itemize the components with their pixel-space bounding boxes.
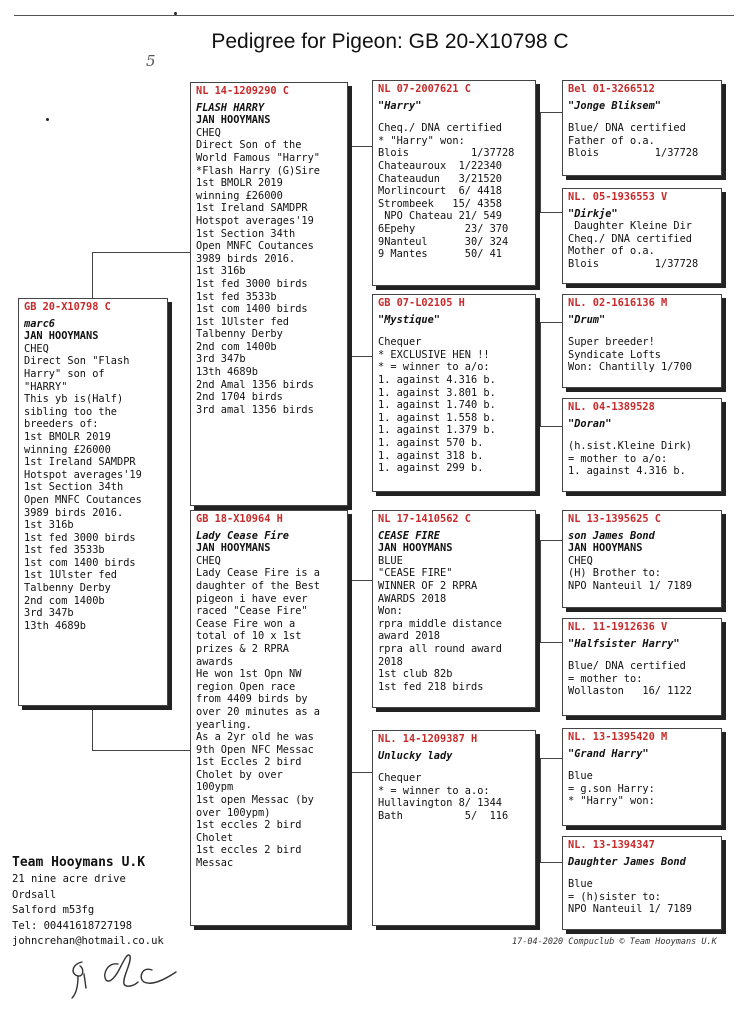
detail-line: 1st Eccles 2 bird (196, 756, 302, 769)
subject-pigeon-card (18, 298, 168, 706)
detail-line: Cheq./ DNA certified (568, 232, 692, 245)
sire-card (190, 82, 348, 506)
detail-line: (H) Brother to: (568, 567, 661, 580)
ring-number: NL. 04-1389528 (568, 401, 655, 413)
detail-line: 1st 1Ulster fed (196, 315, 289, 328)
detail-line: 3rd 347b (24, 607, 74, 620)
detail-line: Chateauroux 1/22340 (378, 159, 502, 172)
ds-dam-card (562, 618, 722, 716)
pigeon-name: CEASE FIRE (378, 529, 440, 542)
ring-number: NL 17-1410562 C (378, 513, 471, 525)
detail-line: Tel: 00441618727198 (12, 919, 133, 932)
detail-line: AWARDS 2018 (378, 592, 447, 605)
detail-line: 3989 birds 2016. (196, 252, 296, 265)
detail-line: NPO Nanteuil 1/ 7189 (568, 903, 692, 916)
detail-line: 1st 316b (24, 519, 74, 532)
footer-credit: 17-04-2020 Compuclub © Team Hooymans U.K (512, 937, 717, 947)
detail-line: 9th Open NFC Messac (196, 743, 314, 756)
ss-dam-card (562, 188, 722, 284)
signature-icon (64, 944, 194, 1004)
detail-line: 1st fed 218 birds (378, 680, 484, 693)
ring-number: NL 07-2007621 C (378, 83, 471, 95)
detail-line: = mother to a/o: (568, 452, 668, 465)
pigeon-name: "Jonge Bliksem" (568, 99, 661, 112)
detail-line: Father of o.a. (568, 134, 655, 147)
pigeon-name: "Halfsister Harry" (568, 637, 680, 650)
detail-line: World Famous "Harry" (196, 151, 320, 164)
detail-line: CHEQ (196, 126, 221, 139)
sd-sire-card (562, 294, 722, 388)
detail-line: 1st BMOLR 2019 (24, 430, 111, 443)
detail-line: * EXCLUSIVE HEN !! (378, 348, 490, 361)
detail-line: Bath 5/ 116 (378, 809, 509, 822)
detail-line: BLUE (378, 554, 403, 567)
detail-line: Cease Fire won a (196, 617, 296, 630)
detail-line: 1. against 570 b. (378, 436, 484, 449)
ring-number: NL. 14-1209387 H (378, 733, 478, 745)
detail-line: (h.sist.Kleine Dirk) (568, 440, 692, 453)
detail-line: 1. against 1.740 b. (378, 399, 496, 412)
detail-line: Won: Chantilly 1/700 (568, 361, 692, 374)
pigeon-name: "Drum" (568, 313, 606, 326)
detail-line: 1st BMOLR 2019 (196, 177, 283, 190)
sire-dam-card (372, 294, 536, 492)
scan-speck (46, 118, 49, 121)
connector-line (540, 540, 562, 541)
detail-line: 13th 4689b (196, 366, 258, 379)
detail-line: "CEASE FIRE" (378, 567, 453, 580)
detail-line: As a 2yr old he was (196, 731, 314, 744)
connector-line (540, 758, 562, 759)
detail-line: award 2018 (378, 630, 440, 643)
detail-line: Blue (568, 878, 593, 891)
detail-line: Direct Son "Flash (24, 355, 130, 368)
detail-line: = (h)sister to: (568, 890, 661, 903)
ring-number: NL. 11-1912636 V (568, 621, 668, 633)
ring-number: GB 20-X10798 C (24, 301, 111, 313)
detail-line: * "Harry" won: (568, 795, 655, 808)
connector-line (348, 772, 372, 773)
detail-line: Talbenny Derby (196, 328, 283, 341)
pigeon-name: Daughter James Bond (568, 855, 686, 868)
detail-line: 1. against 1.558 b. (378, 411, 496, 424)
dd-dam-card (562, 836, 722, 930)
pigeon-name: Lady Cease Fire (196, 529, 289, 542)
detail-line: total of 10 x 1st (196, 630, 302, 643)
detail-line: rpra middle distance (378, 617, 502, 630)
detail-line: 3989 birds 2016. (24, 506, 124, 519)
detail-line: region Open race (196, 680, 296, 693)
connector-line (348, 356, 372, 357)
pigeon-name: "Dirkje" (568, 207, 618, 220)
ds-sire-card (562, 510, 722, 608)
ring-number: NL 13-1395625 C (568, 513, 661, 525)
detail-line: Strombeek 15/ 4358 (378, 197, 502, 210)
pigeon-name: marc6 (24, 317, 55, 330)
detail-line: 1st Ireland SAMDPR (196, 202, 308, 215)
connector-line (540, 758, 541, 862)
ring-number: NL. 05-1936553 V (568, 191, 668, 203)
detail-line: over 20 minutes as a (196, 705, 320, 718)
ss-sire-card (562, 80, 722, 176)
connector-line (540, 540, 541, 642)
dd-sire-card (562, 728, 722, 826)
detail-line: Hotspot averages'19 (196, 214, 314, 227)
ring-number: NL. 13-1395420 M (568, 731, 668, 743)
detail-line: Won: (378, 605, 403, 618)
owner-name: JAN HOOYMANS (24, 330, 99, 343)
owner-name: JAN HOOYMANS (568, 542, 643, 555)
detail-line: Cholet (196, 831, 234, 844)
detail-line: 1st eccles 2 bird (196, 844, 302, 857)
detail-line: 1st com 1400 birds (24, 556, 136, 569)
pigeon-name: FLASH HARRY (196, 101, 265, 114)
detail-line: Super breeder! (568, 336, 655, 349)
page-title: Pedigree for Pigeon: GB 20-X10798 C (211, 30, 569, 53)
detail-line: 1st open Messac (by (196, 794, 314, 807)
connector-line (348, 580, 349, 772)
ring-number: Bel 01-3266512 (568, 83, 655, 95)
detail-line: Harry" son of (24, 367, 105, 380)
detail-line: CHEQ (568, 554, 593, 567)
detail-line: 1st club 82b (378, 668, 453, 681)
ring-number: GB 07-L02105 H (378, 297, 465, 309)
detail-line: Wollaston 16/ 1122 (568, 685, 692, 698)
pigeon-name: "Grand Harry" (568, 747, 649, 760)
detail-line: NPO Chateau 21/ 549 (378, 210, 502, 223)
detail-line: Open MNFC Coutances (24, 493, 142, 506)
connector-line (540, 426, 562, 427)
detail-line: Hullavington 8/ 1344 (378, 797, 502, 810)
detail-line: NPO Nanteuil 1/ 7189 (568, 579, 692, 592)
team-name: Team Hooymans U.K (12, 855, 146, 870)
detail-line: 1st Section 34th (196, 227, 296, 240)
ring-number: GB 18-X10964 H (196, 513, 283, 525)
detail-line: 1st com 1400 birds (196, 303, 308, 316)
pigeon-name: Unlucky lady (378, 749, 453, 762)
detail-line: yearling. (196, 718, 252, 731)
detail-line: Blois 1/37728 (568, 147, 699, 160)
detail-line: 13th 4689b (24, 619, 86, 632)
detail-line: This yb is(Half) (24, 393, 124, 406)
detail-line: Blue (568, 770, 593, 783)
detail-line: winning £26000 (24, 443, 111, 456)
detail-line: 1st 1Ulster fed (24, 569, 117, 582)
detail-line: Syndicate Lofts (568, 348, 661, 361)
detail-line: Chequer (378, 336, 422, 349)
connector-line (348, 146, 349, 356)
detail-line: = mother to: (568, 672, 643, 685)
detail-line: Messac (196, 857, 234, 870)
detail-line: 1st eccles 2 bird (196, 819, 302, 832)
detail-line: from 4409 birds by (196, 693, 308, 706)
detail-line: "HARRY" (24, 380, 68, 393)
detail-line: breeders of: (24, 418, 99, 431)
detail-line: * "Harry" won: (378, 134, 465, 147)
connector-line (348, 146, 372, 147)
owner-name: JAN HOOYMANS (196, 114, 271, 127)
detail-line: 1. against 4.316 b. (568, 465, 686, 478)
detail-line: Direct Son of the (196, 139, 302, 152)
connector-line (540, 862, 562, 863)
detail-line: johncrehan@hotmail.co.uk (12, 935, 164, 947)
detail-line: 1st fed 3533b (196, 290, 277, 303)
detail-line: 1st Section 34th (24, 481, 124, 494)
pigeon-name: "Mystique" (378, 313, 440, 326)
detail-line: sibling too the (24, 405, 117, 418)
connector-line (92, 750, 190, 751)
detail-line: daughter of the Best (196, 579, 320, 592)
detail-line: *Flash Harry (G)Sire (196, 164, 320, 177)
detail-line: 2018 (378, 655, 403, 668)
breeder-contact (12, 854, 164, 950)
detail-line: Cholet by over (196, 768, 283, 781)
detail-line: Blois 1/37728 (378, 147, 515, 160)
detail-line: Blois 1/37728 (568, 257, 699, 270)
sd-dam-card (562, 398, 722, 492)
detail-line: 1st fed 3000 birds (196, 277, 308, 290)
detail-line: Morlincourt 6/ 4418 (378, 185, 502, 198)
ring-number: NL. 13-1394347 (568, 839, 655, 851)
connector-line (540, 112, 562, 113)
top-rule (14, 15, 734, 16)
detail-line: raced "Cease Fire" (196, 605, 308, 618)
detail-line: Salford m53fg (12, 904, 95, 916)
detail-line: 3rd 347b (196, 353, 246, 366)
detail-line: rpra all round award (378, 642, 502, 655)
detail-line: 2nd com 1400b (196, 340, 277, 353)
detail-line: 1. against 299 b. (378, 462, 484, 475)
detail-line: Chateaudun 3/21520 (378, 172, 502, 185)
detail-line: Blue/ DNA certified (568, 122, 686, 135)
connector-line (540, 112, 541, 212)
detail-line: 21 nine acre drive (12, 873, 126, 885)
detail-line: Cheq./ DNA certified (378, 122, 502, 135)
detail-line: 1st 316b (196, 265, 246, 278)
connector-line (540, 322, 562, 323)
detail-line: Hotspot averages'19 (24, 468, 142, 481)
detail-line: 1. against 3.801 b. (378, 386, 496, 399)
owner-name: JAN HOOYMANS (378, 542, 453, 555)
detail-line: 2nd 1704 birds (196, 391, 283, 404)
detail-line: 2nd Amal 1356 birds (196, 378, 314, 391)
connector-line (92, 252, 190, 253)
detail-line: * = winner to a.o: (378, 784, 490, 797)
detail-line: Open MNFC Coutances (196, 240, 314, 253)
ring-number: NL. 02-1616136 M (568, 297, 668, 309)
detail-line: over 100ypm) (196, 806, 271, 819)
pigeon-name: "Doran" (568, 417, 612, 430)
detail-line: Ordsall (12, 888, 57, 901)
detail-line: * = winner to a/o: (378, 361, 490, 374)
detail-line: 1. against 1.379 b. (378, 424, 496, 437)
detail-line: 2nd com 1400b (24, 594, 105, 607)
connector-line (92, 706, 93, 750)
connector-line (540, 212, 562, 213)
detail-line: He won 1st Opn NW (196, 668, 302, 681)
sire-sire-card (372, 80, 536, 286)
detail-line: prizes & 2 RPRA (196, 642, 289, 655)
detail-line: 9 Mantes 50/ 41 (378, 248, 502, 261)
detail-line: 6Epehy 23/ 370 (378, 222, 509, 235)
detail-line: 9Nanteul 30/ 324 (378, 235, 509, 248)
detail-line: Blue/ DNA certified (568, 660, 686, 673)
connector-line (348, 580, 372, 581)
connector-line (540, 642, 562, 643)
detail-line: Chequer (378, 772, 422, 785)
detail-line: awards (196, 655, 234, 668)
pigeon-name: "Harry" (378, 99, 422, 112)
detail-line: Daughter Kleine Dir (568, 220, 692, 233)
detail-line: 1. against 318 b. (378, 449, 484, 462)
detail-line: = g.son Harry: (568, 782, 655, 795)
dam-card (190, 510, 348, 926)
detail-line: Talbenny Derby (24, 582, 111, 595)
detail-line: CHEQ (196, 554, 221, 567)
detail-line: 100ypm (196, 781, 234, 794)
detail-line: 1st fed 3533b (24, 544, 105, 557)
dam-sire-card (372, 510, 536, 708)
detail-line: CHEQ (24, 342, 49, 355)
detail-line: 1st fed 3000 birds (24, 531, 136, 544)
detail-line: pigeon i have ever (196, 592, 308, 605)
ring-number: NL 14-1209290 C (196, 85, 289, 97)
scan-speck (174, 12, 177, 15)
connector-line (540, 322, 541, 426)
detail-line: 3rd amal 1356 birds (196, 403, 314, 416)
connector-line (92, 252, 93, 298)
detail-line: winning £26000 (196, 189, 283, 202)
detail-line: Lady Cease Fire is a (196, 567, 320, 580)
detail-line: Mother of o.a. (568, 245, 655, 258)
pigeon-name: son James Bond (568, 529, 655, 542)
owner-name: JAN HOOYMANS (196, 542, 271, 555)
detail-line: 1st Ireland SAMDPR (24, 456, 136, 469)
detail-line: 1. against 4.316 b. (378, 373, 496, 386)
dam-dam-card (372, 730, 536, 926)
detail-line: WINNER OF 2 RPRA (378, 579, 478, 592)
handwritten-note: 5 (146, 52, 156, 70)
